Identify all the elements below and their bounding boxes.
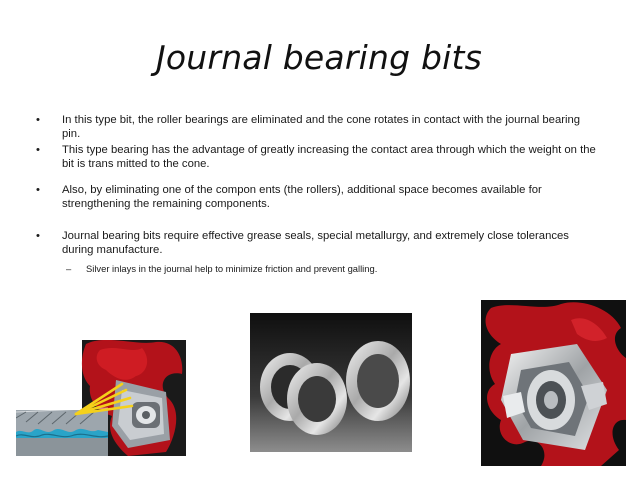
cone-illustration <box>481 300 626 466</box>
cutaway-illustration <box>16 340 186 456</box>
bullet-marker: • <box>36 114 40 126</box>
bullet-marker: • <box>36 230 40 242</box>
cone-journal-image <box>481 300 626 466</box>
bullet-text: Journal bearing bits require effective grease seals, special metallurgy, and extremely close tolerances during manufacture. <box>62 230 569 256</box>
ring-right <box>346 341 410 421</box>
rings-illustration <box>250 313 412 452</box>
sub-bullet-marker: – <box>66 263 72 274</box>
bearing-rings-image <box>250 313 412 452</box>
sub-bullet-text: Silver inlays in the journal help to minimize friction and prevent galling. <box>86 263 378 274</box>
ring-middle <box>287 363 347 435</box>
bullet-marker: • <box>36 184 40 196</box>
bullet-text: This type bearing has the advantage of greatly increasing the contact area through which the weight on the bit is trans mitted to the cone. <box>62 144 596 170</box>
journal-bearing-cutaway-image <box>16 340 186 456</box>
bullet-text: In this type bit, the roller bearings are eliminated and the cone rotates in contact with the journal bearing pin. <box>62 114 581 140</box>
slide-title: Journal bearing bits <box>155 38 482 77</box>
bullet-marker: • <box>36 144 40 156</box>
bullet-text: Also, by eliminating one of the compon ents (the rollers), additional space becomes available for strengthening the remaining components. <box>62 184 542 210</box>
